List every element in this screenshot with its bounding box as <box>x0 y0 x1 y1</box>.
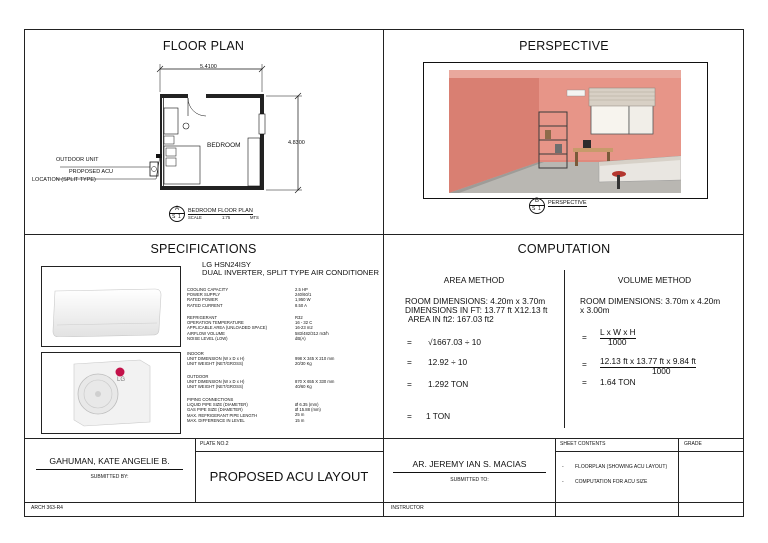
submitted-to-label: SUBMITTED TO: <box>450 477 489 483</box>
area-line1: ROOM DIMENSIONS: 4.20m x 3.70m <box>405 296 546 306</box>
spec-value: Ø 6.35 (mm) <box>295 402 319 407</box>
spec-heading-outdoor: OUTDOOR <box>187 374 209 379</box>
dimension-top-label: 5.4100 <box>200 64 217 70</box>
sheet-contents-label: SHEET CONTENTS <box>560 441 606 447</box>
divider-row1 <box>24 234 744 235</box>
sheet-contents-item-2: COMPUTATION FOR ACU SIZE <box>575 479 648 485</box>
perspective-render <box>449 70 681 193</box>
volume-calc-denominator: 1000 <box>652 366 671 376</box>
area-line2: DIMENSIONS IN FT: 13.77 ft X12.13 ft <box>405 305 548 315</box>
proposed-acu-label-2: LOCATION (SPLIT TYPE) <box>32 177 96 183</box>
spec-label: AIRFLOW VOLUME <box>187 330 225 336</box>
divider-titleblock <box>24 438 744 439</box>
spec-value: 583/482/312 m3/h <box>295 330 329 336</box>
spec-label: COOLING CAPACITY <box>187 287 229 292</box>
volume-calc-numerator: 12.13 ft x 13.77 ft x 9.84 ft <box>600 356 696 366</box>
spec-value: 15 m <box>295 417 305 423</box>
scale-label: SCALE <box>188 215 202 220</box>
dimension-right-label: 4.8300 <box>288 140 305 146</box>
area-step2-bullet: = <box>407 357 412 367</box>
tag-letter: A <box>174 206 179 212</box>
spec-value: 240/60/1 <box>295 292 312 298</box>
indoor-unit-image <box>51 285 171 337</box>
spec-value: 16-23 m2 <box>295 325 313 331</box>
volume-formula-denominator: 1000 <box>608 337 627 347</box>
area-method-heading: AREA METHOD <box>443 275 505 285</box>
room-label: BEDROOM <box>207 142 241 149</box>
volume-line1: ROOM DIMENSIONS: 3.70m x 4.20m <box>580 296 721 306</box>
spec-label: MAX. REFRIGERANT PIPE LENGTH <box>187 412 258 418</box>
computation-title: COMPUTATION <box>517 242 611 256</box>
spec-value: 998 X 345 X 210 mm <box>295 356 335 361</box>
area-step2: 12.92 ÷ 10 <box>428 357 468 367</box>
submitted-by-label: SUBMITTED BY: <box>90 474 129 480</box>
tag-number: 1 <box>538 206 541 212</box>
spec-value: 8.50 A <box>295 302 307 308</box>
spec-value: dB(A) <box>295 335 306 341</box>
tag-sheet: S <box>532 206 536 212</box>
spec-label: OPERATION TEMPERATURE <box>187 320 244 326</box>
outdoor-unit-brand: LG <box>117 377 126 383</box>
spec-value: 25 m <box>295 412 305 418</box>
student-signature-line <box>36 469 183 470</box>
tag-letter: B <box>534 198 539 204</box>
plate-number: PLATE NO.2 <box>200 441 229 447</box>
course-code: ARCH 363-R4 <box>31 505 63 511</box>
divider-bottom-strip <box>24 502 744 503</box>
spec-value: 40/60 Kg <box>295 384 312 390</box>
sheet-contents-item-2-dash: - <box>562 479 564 485</box>
proposed-acu-label-1: PROPOSED ACU <box>69 169 114 175</box>
sheet-contents-item-1-dash: - <box>562 464 564 470</box>
spec-heading-piping: PIPING CONNECTIONS <box>187 397 234 402</box>
scale-units: MTS <box>250 215 259 220</box>
spec-group2-values <box>295 315 329 341</box>
divider-center <box>383 29 384 517</box>
spec-outdoor-labels <box>187 374 244 390</box>
volume-result: 1.64 TON <box>600 377 636 387</box>
spec-piping-values <box>295 402 321 423</box>
spec-description: DUAL INVERTER, SPLIT TYPE AIR CONDITIONER <box>202 268 379 277</box>
spec-group1-values <box>295 287 311 308</box>
spec-value: 16 - 32 C <box>295 320 313 326</box>
spec-label: APPLICABLE AREA (UNLOADED SPACE) <box>187 325 267 331</box>
scale-value: 1:75 <box>222 215 231 220</box>
outdoor-unit-label: OUTDOOR UNIT <box>56 157 99 163</box>
spec-label: RATED CURRENT <box>187 302 223 308</box>
area-result: 1 TON <box>426 411 451 421</box>
specifications-title: SPECIFICATIONS <box>150 242 257 256</box>
instructor-label: INSTRUCTOR <box>391 505 424 511</box>
volume-formula-bullet: = <box>582 332 587 342</box>
spec-label: UNIT WEIGHT (NET/GROSS) <box>187 361 244 367</box>
sheet-contents-item-1: FLOORPLAN (SHOWING ACU LAYOUT) <box>575 464 668 470</box>
instructor-signature-line <box>393 472 546 473</box>
volume-calc-bullet: = <box>582 359 587 369</box>
area-step1-bullet: = <box>407 337 412 347</box>
spec-value: Ø 15.88 (mm) <box>295 407 321 413</box>
volume-line2: x 3.00m <box>580 305 610 315</box>
volume-result-bullet: = <box>582 377 587 387</box>
area-step3: 1.292 TON <box>428 379 469 389</box>
divider-plate-label <box>195 451 383 452</box>
area-step3-bullet: = <box>407 379 412 389</box>
tag-a-caption: BEDROOM FLOOR PLAN <box>188 208 253 214</box>
spec-label: GAS PIPE SIZE (DIAMETER) <box>187 407 243 413</box>
spec-value: 870 X 655 X 330 mm <box>295 379 335 384</box>
spec-piping-labels <box>187 397 257 423</box>
spec-label: RATED POWER <box>187 297 218 303</box>
spec-value: 20/30 Kg <box>295 361 312 367</box>
grade-label: GRADE <box>684 441 702 447</box>
floor-plan-title: FLOOR PLAN <box>162 39 245 53</box>
spec-value: 2.5 HP <box>295 287 308 292</box>
spec-indoor-values <box>295 356 334 366</box>
student-name: GAHUMAN, KATE ANGELIE B. <box>49 456 170 466</box>
divider-grade <box>678 438 679 517</box>
spec-heading-indoor: INDOOR <box>187 351 204 356</box>
spec-value: R32 <box>295 315 303 320</box>
spec-label: UNIT WEIGHT (NET/GROSS) <box>187 384 244 390</box>
perspective-title: PERSPECTIVE <box>519 39 609 53</box>
plate-title: PROPOSED ACU LAYOUT <box>209 469 369 484</box>
tag-sheet: S <box>172 214 176 220</box>
spec-value: 1,950 W <box>295 297 311 303</box>
volume-method-heading: VOLUME METHOD <box>617 275 692 285</box>
divider-contents-label <box>555 451 744 452</box>
drawing-tag-a <box>169 206 185 222</box>
spec-label: UNIT DIMENSION (W x D x H) <box>187 356 245 362</box>
spec-label: LIQUID PIPE SIZE (DIAMETER) <box>187 402 248 408</box>
spec-outdoor-values <box>295 379 334 389</box>
volume-formula-numerator: L x W x H <box>600 327 636 337</box>
spec-label: UNIT DIMENSION (W x D x H) <box>187 379 245 385</box>
computation-divider <box>564 270 565 428</box>
spec-group2-labels <box>187 315 267 341</box>
divider-sheet-contents <box>555 438 556 517</box>
spec-group1-labels <box>187 287 228 308</box>
instructor-name: AR. JEREMY IAN S. MACIAS <box>412 459 527 469</box>
spec-label: REFRIGERANT <box>187 315 218 320</box>
tag-b-caption: PERSPECTIVE <box>548 200 587 206</box>
area-line3: AREA IN ft2: 167.03 ft2 <box>408 314 494 324</box>
tag-number: 1 <box>178 214 181 220</box>
spec-model: LG HSN24ISY <box>202 260 251 269</box>
spec-label: NOISE LEVEL (LOW) <box>187 335 228 341</box>
area-result-bullet: = <box>407 411 412 421</box>
spec-indoor-labels <box>187 351 244 367</box>
outdoor-unit-image <box>70 358 154 428</box>
area-step1: √1667.03 ÷ 10 <box>428 337 481 347</box>
drawing-tag-b <box>529 198 545 214</box>
spec-label: MAX. DIFFERENCE IN LEVEL <box>187 417 245 423</box>
spec-label: POWER SUPPLY <box>187 292 221 298</box>
